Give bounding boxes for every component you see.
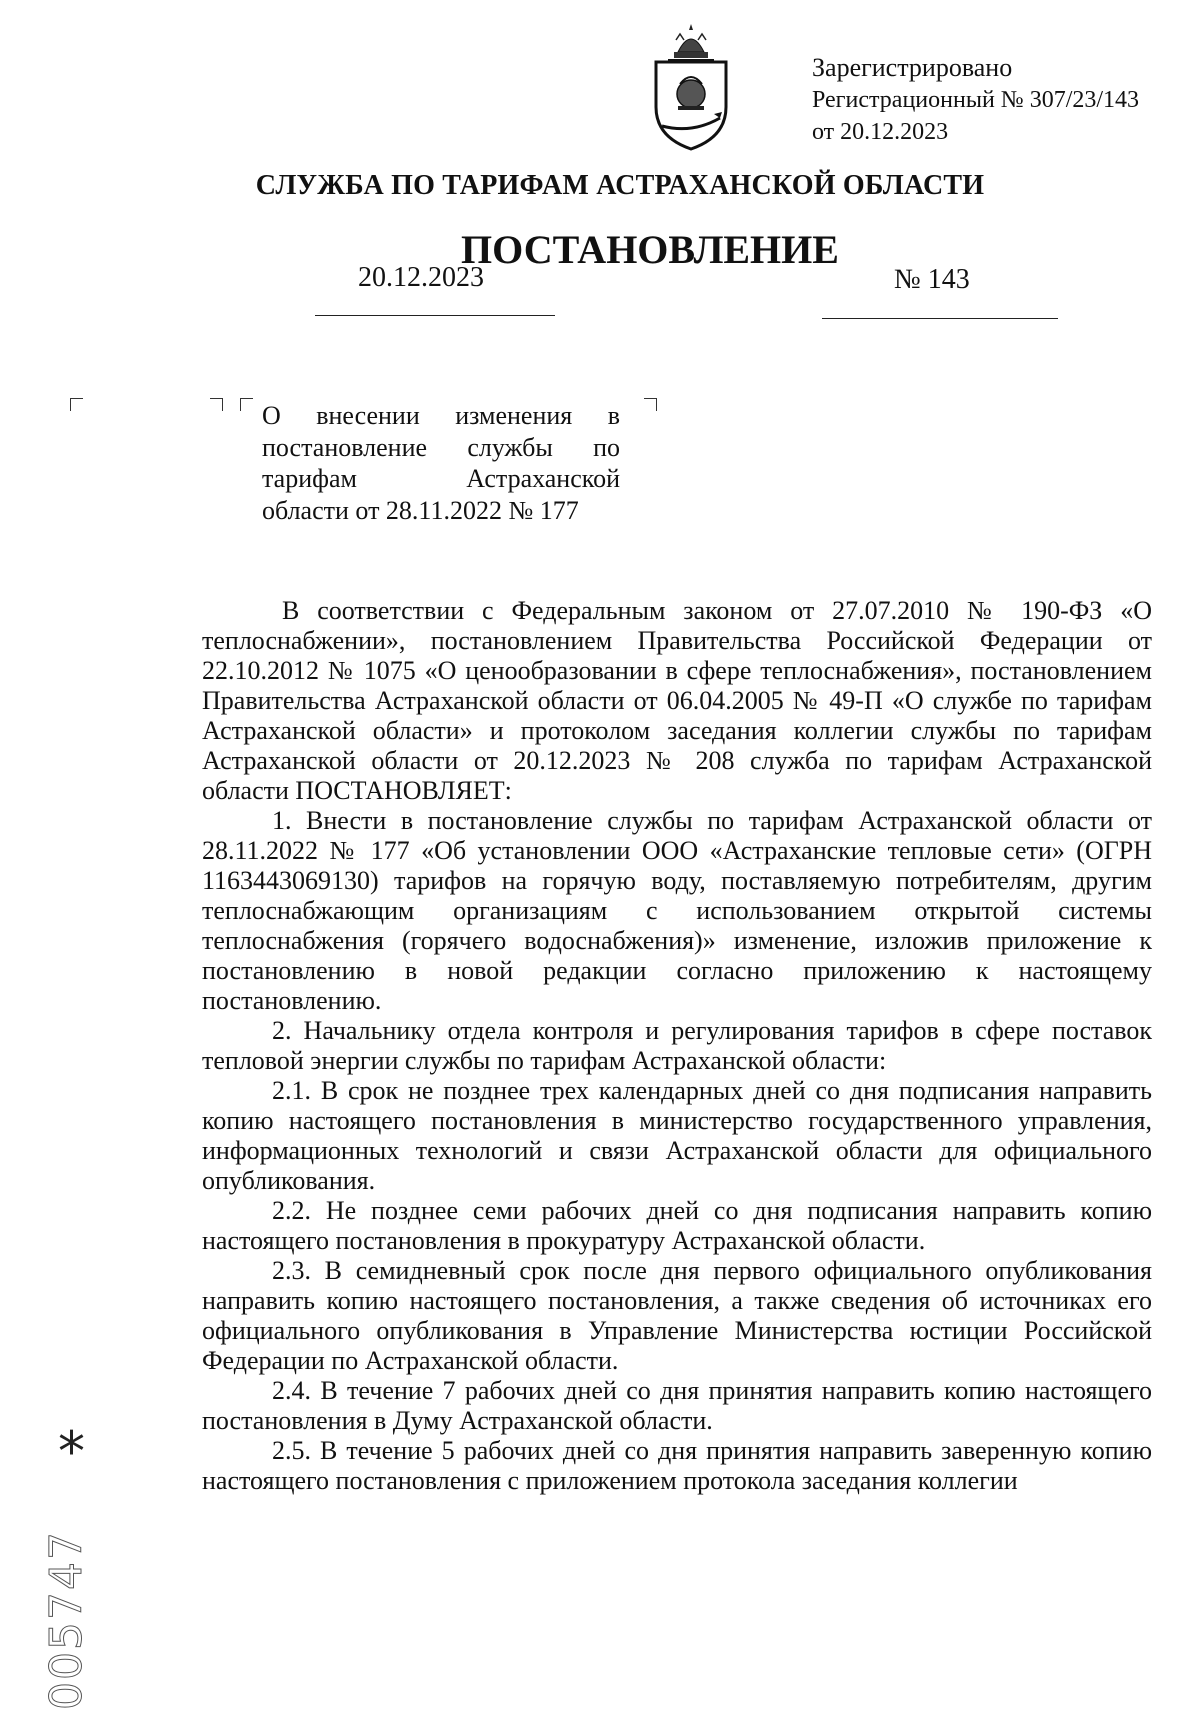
agency-name: СЛУЖБА ПО ТАРИФАМ АСТРАХАНСКОЙ ОБЛАСТИ xyxy=(255,170,985,201)
corner-mark xyxy=(644,398,657,411)
document-number: № 143 xyxy=(894,264,970,295)
subject-line: О внесении изменения в xyxy=(262,401,620,430)
registration-date: от 20.12.2023 xyxy=(812,119,949,145)
clause-2-5: 2.5. В течение 5 рабочих дней со дня принятия направить заверенную копию настоящего постановления с приложением протокола заседания коллегии xyxy=(202,1436,1152,1495)
subject-line: тарифам Астраханской xyxy=(262,464,620,493)
corner-mark xyxy=(240,398,253,411)
document-subject xyxy=(262,400,620,526)
corner-mark xyxy=(210,398,223,411)
document-date: 20.12.2023 xyxy=(358,262,484,293)
asterisk-mark: * xyxy=(58,1420,85,1483)
clause-2-2: 2.2. Не позднее семи рабочих дней со дня подписания направить копию настоящего постановления в прокуратуру Астраханской области. xyxy=(202,1196,1152,1255)
clause-2-3: 2.3. В семидневный срок после дня первого официального опубликования направить копию настоящего постановления, а также сведения об источниках его официального опубликования в Управление Министерства юстиции Российской Федерации по Астраханской области. xyxy=(202,1256,1152,1375)
document-body xyxy=(202,596,1152,1496)
subject-line: области от 28.11.2022 № 177 xyxy=(262,495,579,525)
coat-of-arms-icon xyxy=(648,22,734,152)
corner-mark xyxy=(70,398,83,411)
clause-2-4: 2.4. В течение 7 рабочих дней со дня принятия направить копию настоящего постановления в Думу Астраханской области. xyxy=(202,1376,1152,1435)
number-underline xyxy=(822,318,1058,319)
clause-2-1: 2.1. В срок не позднее трех календарных дней со дня подписания направить копию настоящего постановления в министерство государственного управления, информационных технологий и связи Астраханской области для официального опубликования. xyxy=(202,1076,1152,1195)
side-serial-number: 005747 xyxy=(41,1530,92,1710)
side-stamp xyxy=(35,1440,105,1720)
registration-number: Регистрационный № 307/23/143 xyxy=(812,87,1140,113)
subject-line: постановление службы по xyxy=(262,432,620,462)
document-type: ПОСТАНОВЛЕНИЕ xyxy=(461,227,839,272)
clause-2: 2. Начальнику отдела контроля и регулирования тарифов в сфере поставок тепловой энергии службы по тарифам Астраханской области: xyxy=(202,1016,1152,1075)
preamble-paragraph: В соответствии с Федеральным законом от 27.07.2010 № 190-ФЗ «О теплоснабжении», постановлением Правительства Российской Федерации от 22.10.2012 № 1075 «О ценообразовании в сфере теплоснабжения», постановлением Правительства Астраханской области от 06.04.2005 № 49-П «О службе по тарифам Астраханской области» и протоколом заседания коллегии службы по тарифам Астраханской области от 20.12.2023 № 208 служба по тарифам Астраханской области ПОСТАНОВЛЯЕТ: xyxy=(202,596,1152,805)
registration-title: Зарегистрировано xyxy=(812,53,1013,82)
registration-stamp xyxy=(812,52,1172,148)
date-underline xyxy=(315,315,555,316)
clause-1: 1. Внести в постановление службы по тарифам Астраханской области от 28.11.2022 № 177 «Об установлении ООО «Астраханские тепловые сети» (ОГРН 1163443069130) тарифов на горячую воду, поставляемую потребителям, другим теплоснабжающим организациям с использованием открытой системы теплоснабжения (горячего водоснабжения)» изменение, изложив приложение к постановлению в новой редакции согласно приложению к настоящему постановлению. xyxy=(202,806,1152,1015)
